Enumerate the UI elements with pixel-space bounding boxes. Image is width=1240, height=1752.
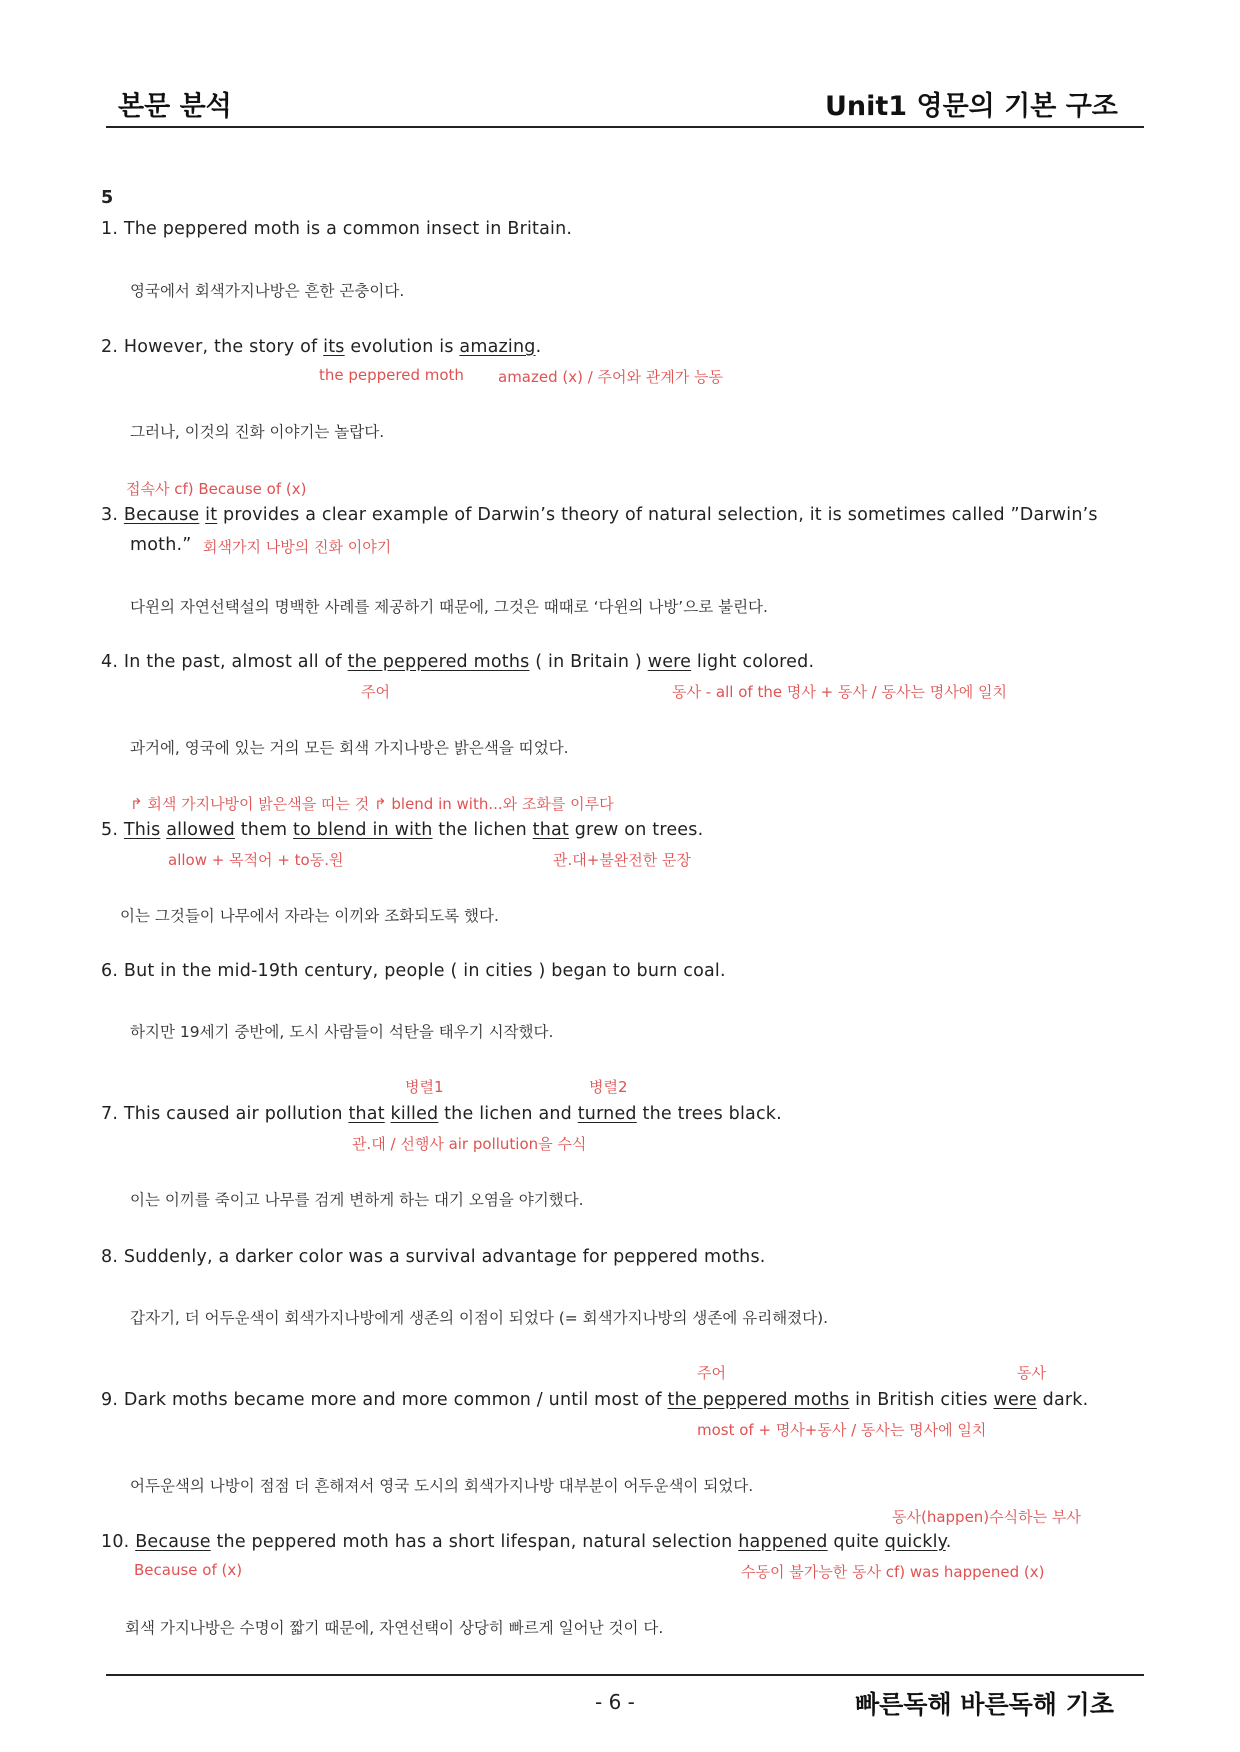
section-number: 5 bbox=[101, 188, 114, 208]
underlined-because: Because bbox=[135, 1532, 211, 1552]
note-3-it: 회색가지 나방의 진화 이야기 bbox=[203, 538, 392, 556]
translation-1: 영국에서 회색가지나방은 흔한 곤충이다. bbox=[130, 282, 405, 300]
underlined-quickly: quickly bbox=[884, 1532, 946, 1552]
underlined-subject: the peppered moths bbox=[347, 652, 530, 672]
note-10-adverb: 동사(happen)수식하는 부사 bbox=[892, 1508, 1081, 1526]
footer-rule bbox=[106, 1674, 1144, 1676]
header-right-title: Unit1 영문의 기본 구조 bbox=[825, 91, 1118, 122]
underlined-blend-in-with: to blend in with bbox=[293, 820, 433, 840]
page-number: - 6 - bbox=[595, 1690, 635, 1714]
underlined-that: that bbox=[348, 1104, 385, 1124]
note-2-its: the peppered moth bbox=[319, 366, 464, 384]
sentence-3: 3. Because it provides a clear example of Darwin’s theory of natural selection, it is sometimes called ”Darwin’s bbox=[101, 505, 1098, 525]
sentence-2: 2. However, the story of its evolution is amazing. bbox=[101, 337, 542, 357]
underlined-amazing: amazing bbox=[459, 337, 536, 357]
translation-5: 이는 그것들이 나무에서 자라는 이끼와 조화되도록 했다. bbox=[120, 907, 499, 925]
note-10-happened: 수동이 불가능한 동사 cf) was happened (x) bbox=[741, 1563, 1045, 1581]
translation-9: 어두운색의 나방이 점점 더 흔해져서 영국 도시의 회색가지나방 대부분이 어두운색이 되었다. bbox=[130, 1477, 754, 1495]
translation-3: 다윈의 자연선택설의 명백한 사례를 제공하기 때문에, 그것은 때때로 ‘다윈의 나방’으로 불린다. bbox=[130, 598, 768, 616]
note-7-parallel-2: 병렬2 bbox=[589, 1078, 628, 1096]
header-rule bbox=[106, 126, 1144, 128]
underlined-because: Because bbox=[123, 505, 200, 525]
header-left-title: 본문 분석 bbox=[118, 91, 232, 122]
underlined-verb: were bbox=[647, 652, 692, 672]
underlined-it: it bbox=[205, 505, 218, 525]
sentence-1: 1. The peppered moth is a common insect in Britain. bbox=[101, 219, 573, 239]
sentence-10: 10. Because the peppered moth has a short lifespan, natural selection happened quite quickly. bbox=[101, 1532, 952, 1552]
underlined-subject: the peppered moths bbox=[667, 1390, 850, 1410]
sentence-8: 8. Suddenly, a darker color was a survival advantage for peppered moths. bbox=[101, 1247, 766, 1267]
note-10-because: Because of (x) bbox=[134, 1561, 243, 1579]
note-5-above: ↱ 회색 가지나방이 밝은색을 띠는 것 ↱ blend in with...와 조화를 이루다 bbox=[130, 795, 614, 813]
sentence-7: 7. This caused air pollution that killed the lichen and turned the trees black. bbox=[101, 1104, 782, 1124]
sentence-3-line2: moth.” bbox=[130, 535, 192, 555]
note-9-most-of: most of + 명사+동사 / 동사는 명사에 일치 bbox=[697, 1421, 987, 1439]
underlined-that: that bbox=[532, 820, 569, 840]
sentence-6: 6. But in the mid-19th century, people ( in cities ) began to burn coal. bbox=[101, 961, 726, 981]
underlined-turned: turned bbox=[577, 1104, 637, 1124]
sentence-9: 9. Dark moths became more and more common / until most of the peppered moths in British cities were dark. bbox=[101, 1390, 1089, 1410]
note-4-subject: 주어 bbox=[361, 683, 390, 701]
underlined-happened: happened bbox=[738, 1532, 828, 1552]
translation-10: 회색 가지나방은 수명이 짧기 때문에, 자연선택이 상당히 빠르게 일어난 것이 다. bbox=[125, 1619, 664, 1637]
translation-8: 갑자기, 더 어두운색이 회색가지나방에게 생존의 이점이 되었다 (= 회색가지나방의 생존에 유리해졌다). bbox=[130, 1309, 829, 1327]
underlined-this: This bbox=[123, 820, 161, 840]
note-9-subject: 주어 bbox=[697, 1364, 726, 1382]
translation-4: 과거에, 영국에 있는 거의 모든 회색 가지나방은 밝은색을 띠었다. bbox=[130, 739, 569, 757]
note-3-because: 접속사 cf) Because of (x) bbox=[126, 480, 307, 498]
note-9-verb: 동사 bbox=[1017, 1364, 1046, 1382]
underlined-killed: killed bbox=[390, 1104, 439, 1124]
underlined-allowed: allowed bbox=[166, 820, 235, 840]
note-2-amazing: amazed (x) / 주어와 관계가 능동 bbox=[498, 368, 724, 386]
book-title: 빠른독해 바른독해 기초 bbox=[855, 1690, 1114, 1719]
sentence-5: 5. This allowed them to blend in with the lichen that grew on trees. bbox=[101, 820, 704, 840]
translation-7: 이는 이끼를 죽이고 나무를 검게 변하게 하는 대기 오염을 야기했다. bbox=[130, 1191, 584, 1209]
note-5-allow: allow + 목적어 + to동.원 bbox=[168, 851, 344, 869]
underlined-verb: were bbox=[993, 1390, 1037, 1410]
note-7-parallel-1: 병렬1 bbox=[405, 1078, 444, 1096]
translation-6: 하지만 19세기 중반에, 도시 사람들이 석탄을 태우기 시작했다. bbox=[130, 1023, 554, 1041]
underlined-its: its bbox=[323, 337, 345, 357]
note-7-relative: 관.대 / 선행사 air pollution을 수식 bbox=[352, 1135, 587, 1153]
sentence-4: 4. In the past, almost all of the peppered moths ( in Britain ) were light colored. bbox=[101, 652, 815, 672]
translation-2: 그러나, 이것의 진화 이야기는 놀랍다. bbox=[130, 423, 385, 441]
note-4-verb: 동사 - all of the 명사 + 동사 / 동사는 명사에 일치 bbox=[672, 683, 1007, 701]
note-5-that: 관.대+불완전한 문장 bbox=[553, 851, 692, 869]
